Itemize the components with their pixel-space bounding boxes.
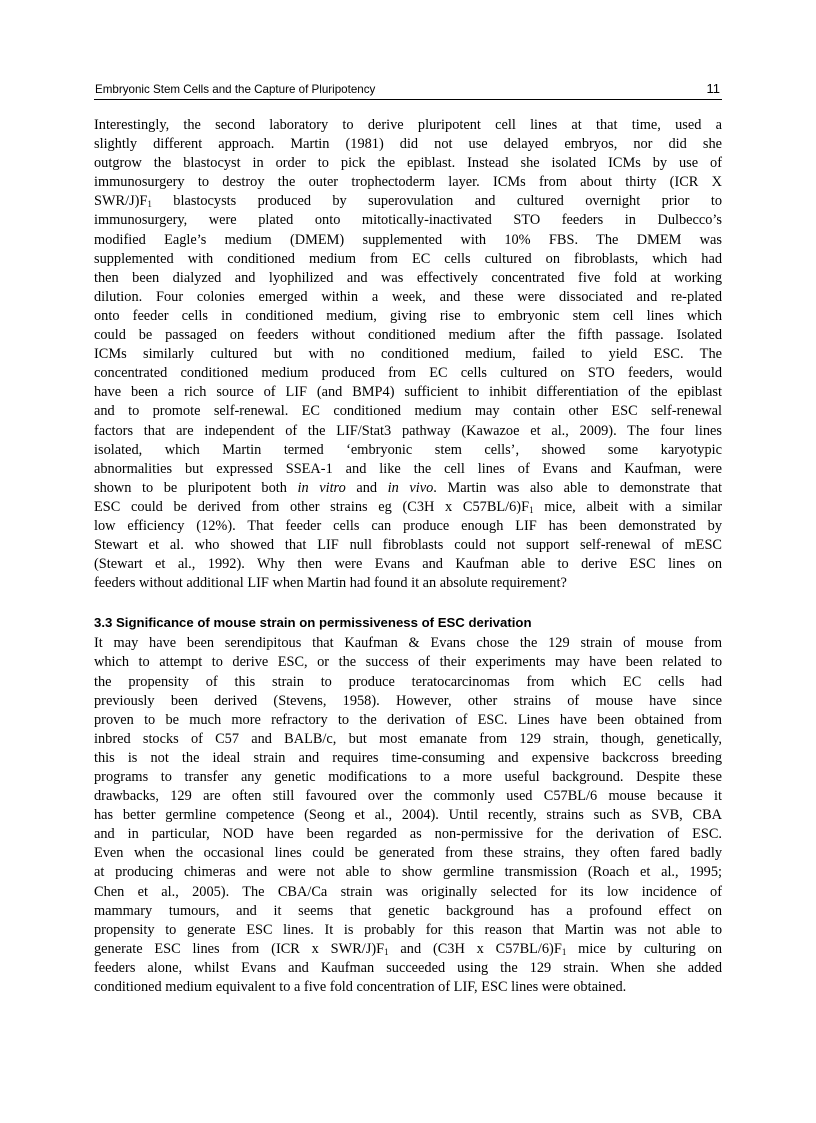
text-line: ICMs similarly cultured but with no conditioned medium, failed to yield ESC. The xyxy=(94,346,722,363)
text-line: drawbacks, 129 are often still favoured over the commonly used C57BL/6 mouse because it xyxy=(94,788,722,805)
paragraph-martin-approach xyxy=(94,116,722,593)
text-line: feeders alone, whilst Evans and Kaufman succeeded using the 129 strain. When she added xyxy=(94,959,722,976)
text-line: this is not the ideal strain and requires time-consuming and expensive backcross breeding xyxy=(94,749,722,766)
text-line: concentrated conditioned medium produced from EC cells cultured on STO feeders, would xyxy=(94,365,722,382)
text-line: proven to be much more refractory to the derivation of ESC. Lines have been obtained from xyxy=(94,711,722,728)
text-line: abnormalities but expressed SSEA-1 and like the cell lines of Evans and Kaufman, were xyxy=(94,460,722,477)
text-line: isolated, which Martin termed ‘embryonic stem cells’, showed some karyotypic xyxy=(94,441,722,458)
text-line: low efficiency (12%). That feeder cells can produce enough LIF has been demonstrated by xyxy=(94,517,722,534)
text-line: at producing chimeras and were not able to show germline transmission (Roach et al., 1995; xyxy=(94,864,722,881)
text-line: Interestingly, the second laboratory to derive pluripotent cell lines at that time, used a xyxy=(94,117,722,133)
running-title: Embryonic Stem Cells and the Capture of Pluripotency xyxy=(95,83,376,96)
text-line: Even when the occasional lines could be generated from these strains, they often fared badly xyxy=(94,845,722,862)
text-line: immunosurgery to destroy the outer trophectoderm layer. ICMs from about thirty (ICR X xyxy=(94,174,722,191)
text-line: (Stewart et al., 1992). Why then were Evans and Kaufman able to derive ESC lines on xyxy=(94,556,722,573)
text-line: onto feeder cells in conditioned medium, giving rise to embryonic stem cell lines which xyxy=(94,307,722,324)
page-number: 11 xyxy=(706,81,720,96)
text-line: conditioned medium equivalent to a five fold concentration of LIF, ESC lines were obtained. xyxy=(94,979,627,996)
paragraph-mouse-strain xyxy=(94,634,722,997)
text-line: have been a rich source of LIF (and BMP4) sufficient to inhibit differentiation of the epiblast xyxy=(94,384,722,401)
text-line: which to attempt to derive ESC, or the success of their experiments may have been related to xyxy=(94,654,722,671)
text-line: feeders without additional LIF when Martin had found it an absolute requirement? xyxy=(94,575,567,592)
text-line: Chen et al., 2005). The CBA/Ca strain was originally selected for its low incidence of xyxy=(94,883,722,900)
text-line: mammary tumours, and it seems that genetic background has a profound effect on xyxy=(94,902,722,919)
text-line: slightly different approach. Martin (1981) did not use delayed embryos, nor did she xyxy=(94,136,722,153)
text-line: could be passaged on feeders without conditioned medium after the fifth passage. Isolated xyxy=(94,327,722,344)
text-line: and in particular, NOD have been regarded as non-permissive for the derivation of ESC. xyxy=(94,826,722,843)
text-line: modified Eagle’s medium (DMEM) supplemented with 10% FBS. The DMEM was xyxy=(94,231,722,248)
text-line: dilution. Four colonies emerged within a week, and these were dissociated and re-plated xyxy=(94,288,722,305)
text-line: supplemented with conditioned medium from EC cells cultured on fibroblasts, which had xyxy=(94,250,722,267)
text-line: Stewart et al. who showed that LIF null fibroblasts could not support self-renewal of mESC xyxy=(94,537,722,554)
running-header xyxy=(94,81,722,100)
text-line: SWR/$J)F_1$ blastocysts produced by superovulation and cultured overnight prior to xyxy=(94,193,722,210)
text-line: propensity to generate ESC lines. It is probably for this reason that Martin was not able to xyxy=(94,921,722,938)
text-line: immunosurgery, were plated onto mitotically-inactivated STO feeders in Dulbecco’s xyxy=(94,212,722,229)
text-line: outgrow the blastocyst in order to pick the epiblast. Instead she isolated ICMs by use of xyxy=(94,155,722,172)
text-line: ESC could be derived from other strains eg (C3H x $C57BL/6)F_1$ mice, albeit with a similar xyxy=(94,498,722,515)
text-line: and to promote self-renewal. EC conditioned medium may contain other ESC self-renewal xyxy=(94,403,722,420)
text-line: previously been derived (Stevens, 1958). However, other strains of mouse have since xyxy=(94,692,722,709)
text-line: inbred stocks of C57 and BALB/c, but most emanate from 129 strain, though, genetically, xyxy=(94,730,722,747)
text-line: It may have been serendipitous that Kaufman & Evans chose the 129 strain of mouse from xyxy=(94,635,722,652)
text-line: factors that are independent of the LIF/Stat3 pathway (Kawazoe et al., 2009). The four lines xyxy=(94,422,722,439)
text-line: then been dialyzed and lyophilized and was effectively concentrated five fold at working xyxy=(94,269,722,286)
section-heading: 3.3 Significance of mouse strain on permissiveness of ESC derivation xyxy=(94,615,532,631)
text-line: generate ESC lines from (ICR x SWR/$J)F_1$ and (C3H x $C57BL/6)F_1$ mice by culturing on xyxy=(94,940,722,957)
text-line: the propensity of this strain to produce teratocarcinomas from which EC cells had xyxy=(94,673,722,690)
text-line: has better germline competence (Seong et al., 2004). Until recently, strains such as SVB, CBA xyxy=(94,807,722,824)
text-line: programs to transfer any genetic modifications to a more useful background. Despite these xyxy=(94,769,722,785)
text-line: shown to be pluripotent both in vitro and in vivo. Martin was also able to demonstrate that xyxy=(94,479,723,496)
page-body xyxy=(94,116,722,997)
